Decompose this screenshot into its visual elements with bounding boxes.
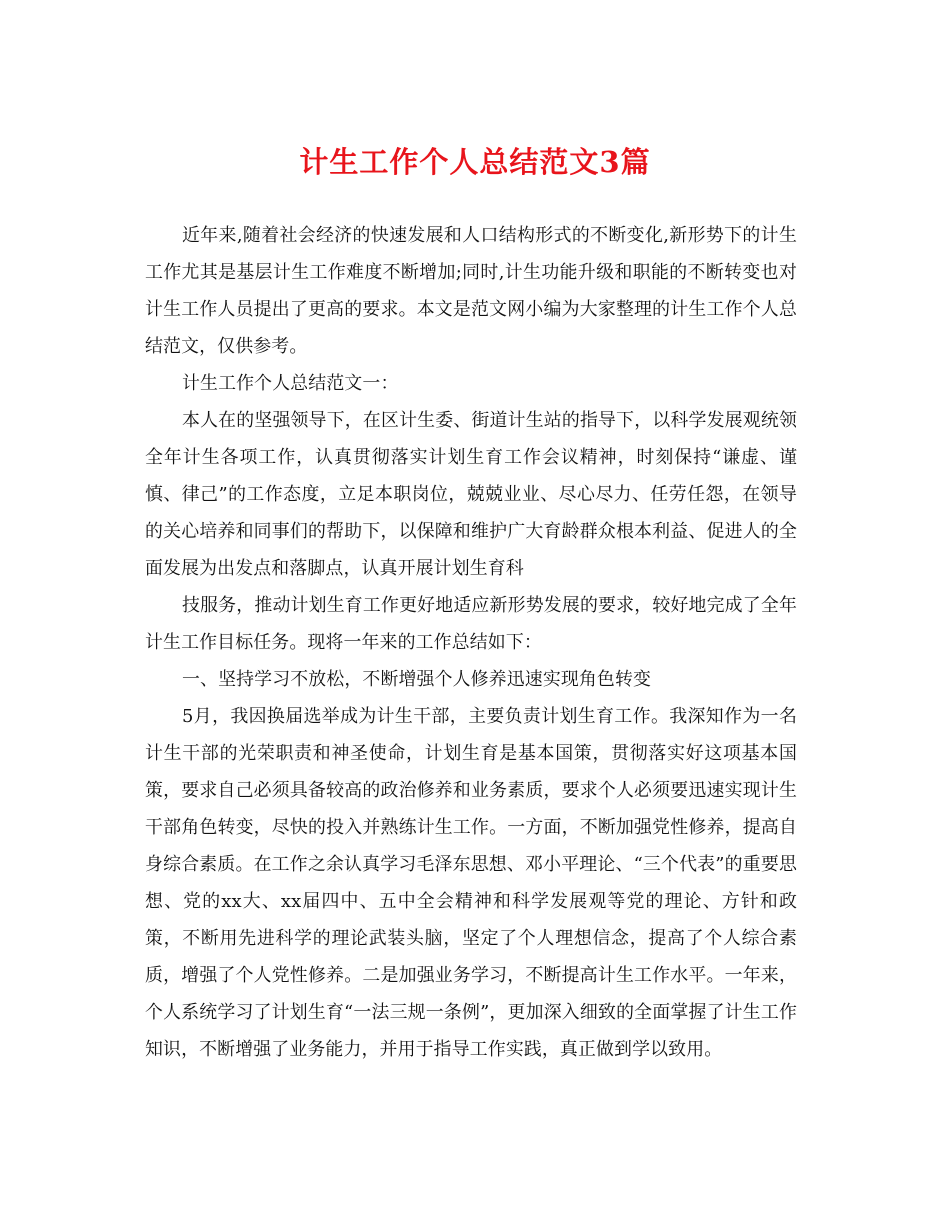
body-paragraph: 技服务，推动计划生育工作更好地适应新形势发展的要求，较好地完成了全年计生工作目标任务。现将一年来的工作总结如下：: [145, 595, 797, 653]
body-paragraph: 本人在的坚强领导下，在区计生委、街道计生站的指导下，以科学发展观统领全年计生各项工作，认真贯彻落实计划生育工作会议精神，时刻保持“谦虚、谨慎、律己”的工作态度，立足本职岗位，兢兢业业、尽心尽力、任劳任怨，在领导的关心培养和同事们的帮助下，以保障和维护广大育龄群众根本利益、促进人的全面发展为出发点和落脚点，认真开展计划生育科: [145, 410, 797, 579]
document-body: [145, 217, 797, 1068]
intro-paragraph: 近年来,随着社会经济的快速发展和人口结构形式的不断变化,新形势下的计生工作尤其是基层计生工作难度不断增加;同时,计生功能升级和职能的不断转变也对计生工作人员提出了更高的要求。本文是范文网小编为大家整理的计生工作个人总结范文，仅供参考。: [145, 225, 797, 357]
document-title: 计生工作个人总结范文3篇: [299, 145, 651, 179]
body-paragraph: 5月，我因换届选举成为计生干部，主要负责计划生育工作。我深知作为一名计生干部的光荣职责和神圣使命，计划生育是基本国策，贯彻落实好这项基本国策，要求自己必须具备较高的政治修养和业务素质，要求个人必须要迅速实现计生干部角色转变，尽快的投入并熟练计生工作。一方面，不断加强党性修养，提高自身综合素质。在工作之余认真学习毛泽东思想、邓小平理论、“三个代表”的重要思想、党的xx大、xx届四中、五中全会精神和科学发展观等党的理论、方针和政策，不断用先进科学的理论武装头脑，坚定了个人理想信念，提高了个人综合素质，增强了个人党性修养。二是加强业务学习，不断提高计生工作水平。一年来，个人系统学习了计划生育“一法三规一条例”，更加深入细致的全面掌握了计生工作知识，不断增强了业务能力，并用于指导工作实践，真正做到学以致用。: [145, 706, 797, 1060]
section-heading-sample-one: 计生工作个人总结范文一：: [182, 373, 399, 394]
section-heading-study: 一、坚持学习不放松，不断增强个人修养迅速实现角色转变: [182, 669, 652, 690]
